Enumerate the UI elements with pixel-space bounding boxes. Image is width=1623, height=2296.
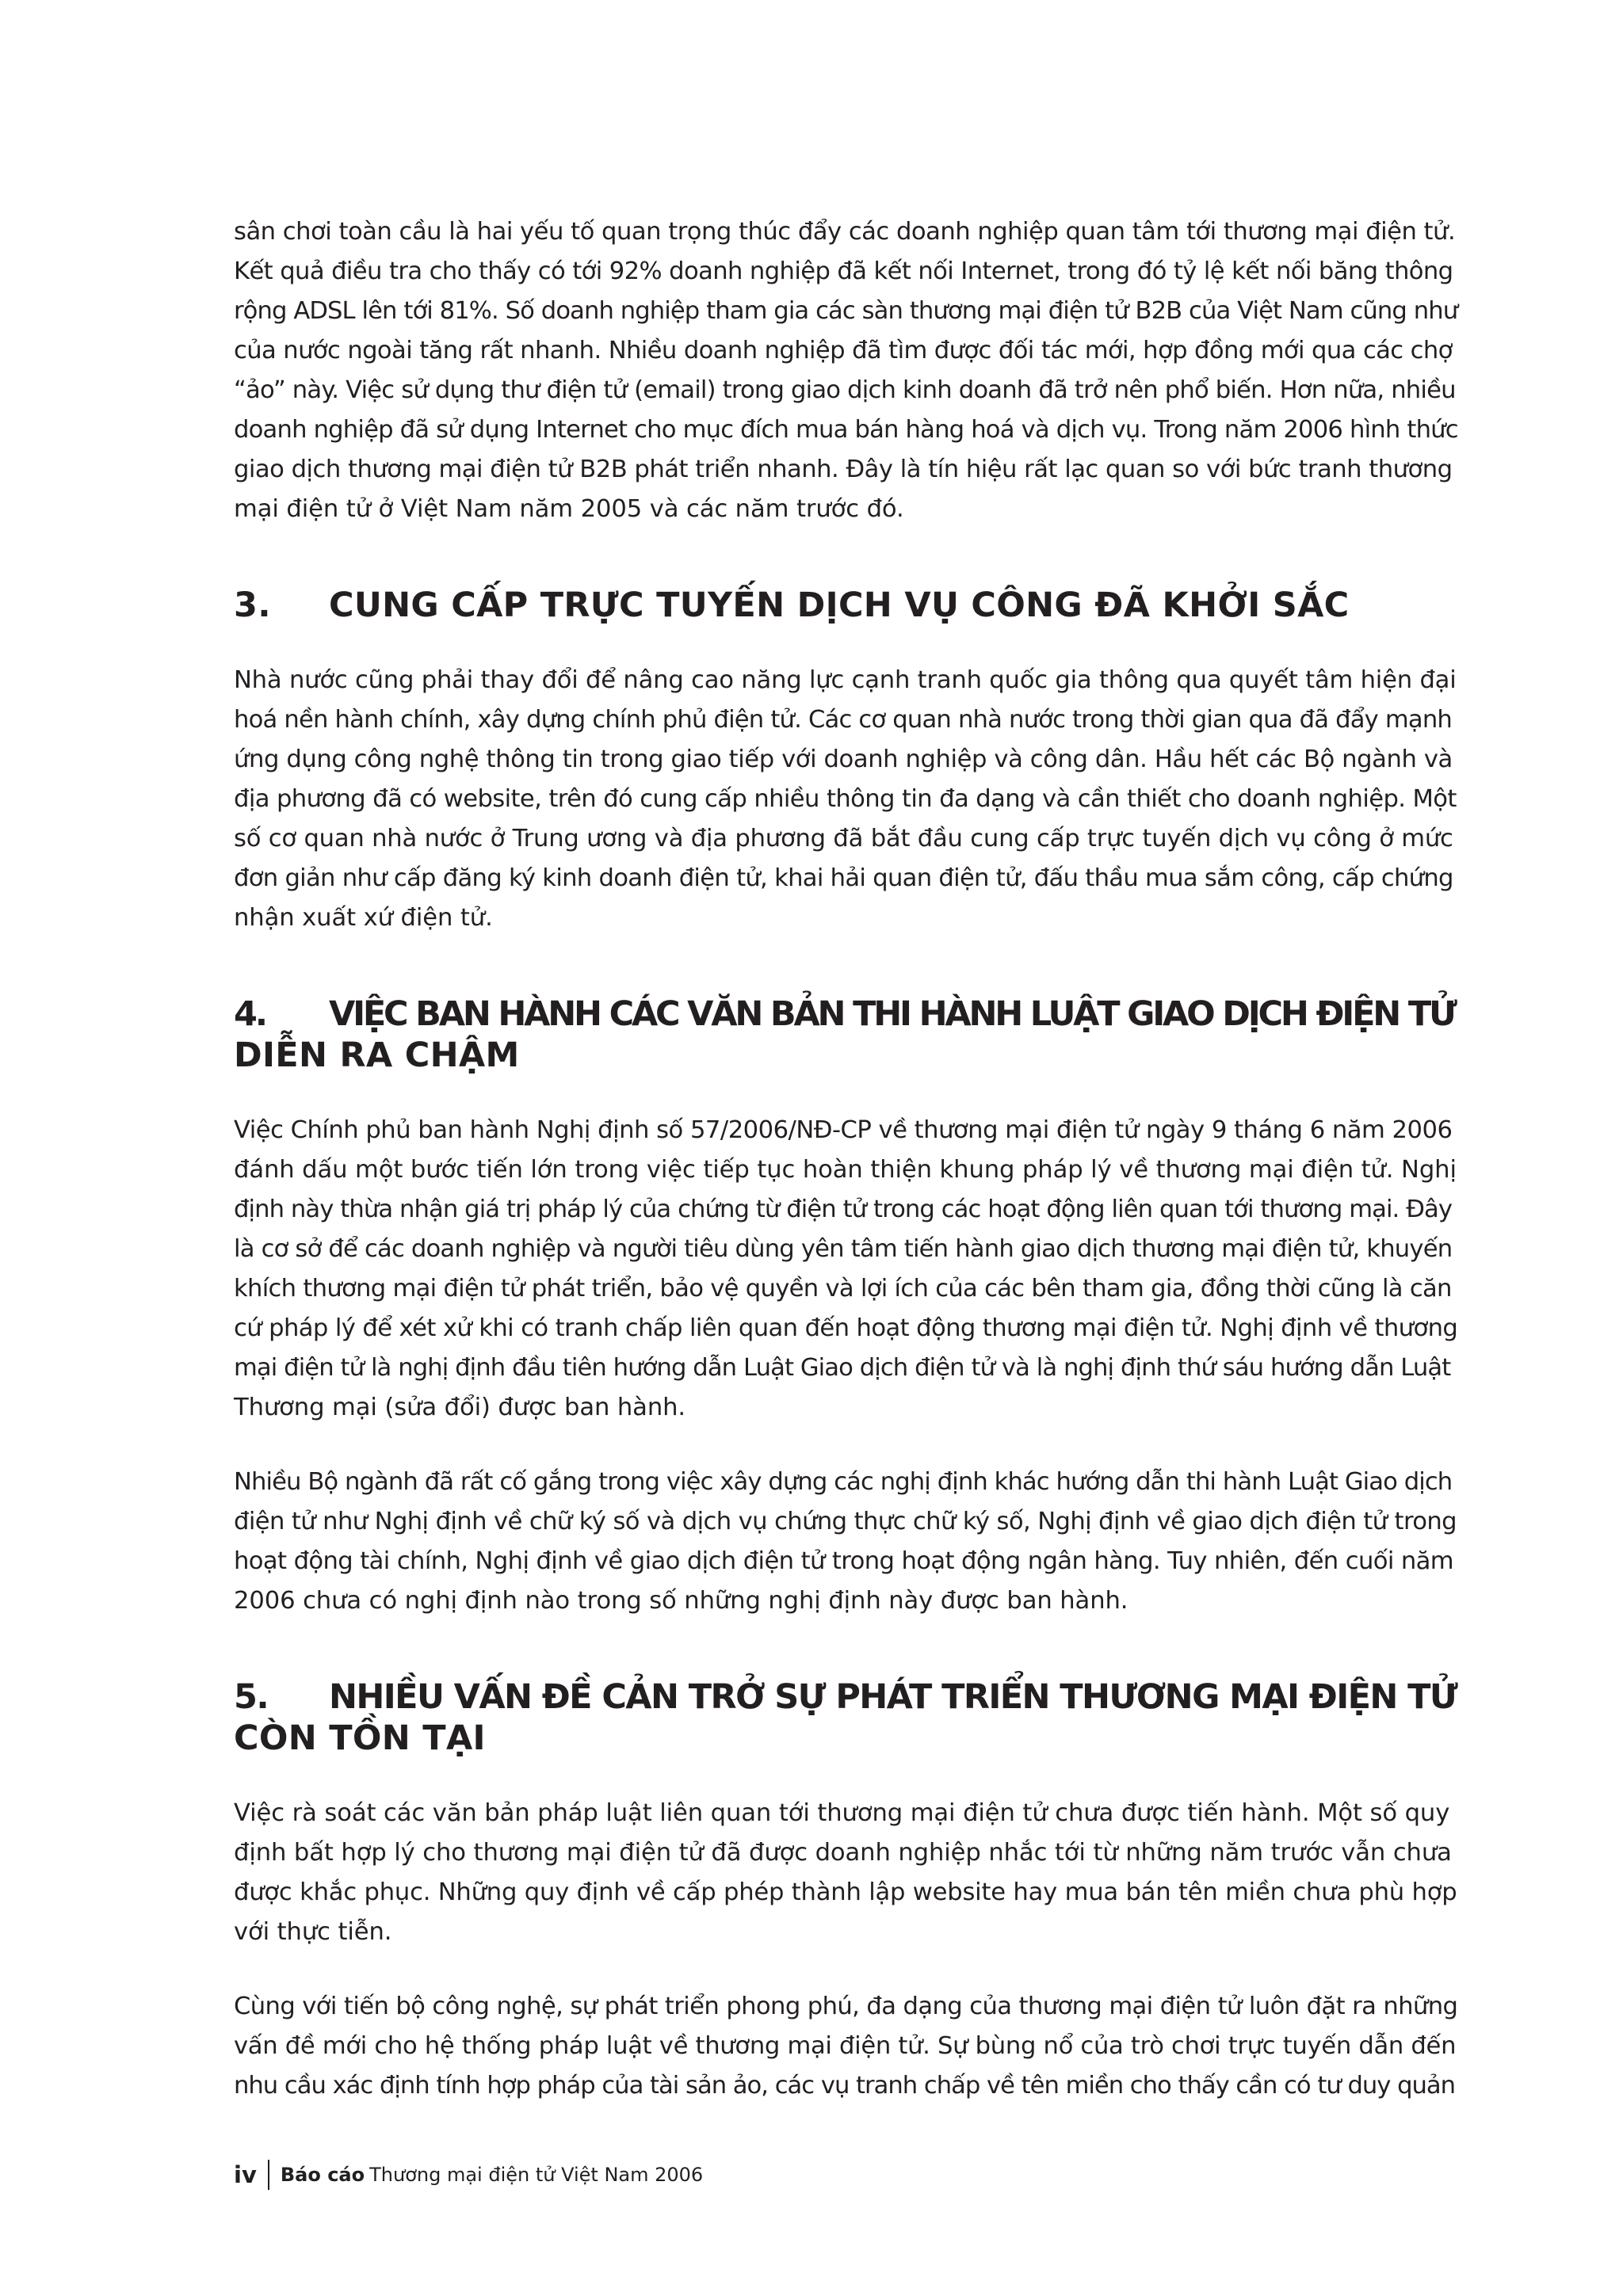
section-title-continued: DIỄN RA CHẬM xyxy=(234,1035,520,1075)
text-line: Việc Chính phủ ban hành Nghị định số 57/2006/NĐ-CP về thương mại điện tử ngày 9 tháng 6 năm 2006 xyxy=(234,1116,1453,1144)
text-line: mại điện tử là nghị định đầu tiên hướng dẫn Luật Giao dịch điện tử và là nghị định thứ sáu hướng dẫn Luật xyxy=(234,1354,1451,1382)
text-line: định này thừa nhận giá trị pháp lý của chứng từ điện tử trong các hoạt động liên quan tới thương mại. Đây xyxy=(234,1196,1453,1223)
text-line: định bất hợp lý cho thương mại điện tử đã được doanh nghiệp nhắc tới từ những năm trước vẫn chưa xyxy=(234,1839,1452,1867)
page-footer xyxy=(234,2159,703,2191)
text-line: của nước ngoài tăng rất nhanh. Nhiều doanh nghiệp đã tìm được đối tác mới, hợp đồng mới qua các chợ xyxy=(234,337,1453,364)
section-4-paragraph-2 xyxy=(234,1463,1458,1621)
section-5-paragraph-2 xyxy=(234,1987,1458,2106)
section-title: CUNG CẤP TRỰC TUYẾN DỊCH VỤ CÔNG ĐÃ KHỞI SẮC xyxy=(329,585,1350,625)
text-line: Việc rà soát các văn bản pháp luật liên quan tới thương mại điện tử chưa được tiến hành. Một số quy xyxy=(234,1799,1450,1827)
section-title: VIỆC BAN HÀNH CÁC VĂN BẢN THI HÀNH LUẬT GIAO DỊCH ĐIỆN TỬ xyxy=(329,994,1455,1034)
text-line: rộng ADSL lên tới 81%. Số doanh nghiệp tham gia các sàn thương mại điện tử B2B của Việt Nam cũng như xyxy=(234,297,1458,325)
footer-divider xyxy=(268,2160,269,2190)
section-5-paragraph-1 xyxy=(234,1794,1458,1952)
text-line: được khắc phục. Những quy định về cấp phép thành lập website hay mua bán tên miền chưa phù hợp xyxy=(234,1878,1457,1906)
section-number: 4. xyxy=(234,994,265,1034)
text-line: hoạt động tài chính, Nghị định về giao dịch điện tử trong hoạt động ngân hàng. Tuy nhiên, đến cuối năm xyxy=(234,1547,1454,1575)
text-line: khích thương mại điện tử phát triển, bảo vệ quyền và lợi ích của các bên tham gia, đồng thời cũng là căn xyxy=(234,1275,1452,1302)
text-line: sân chơi toàn cầu là hai yếu tố quan trọng thúc đẩy các doanh nghiệp quan tâm tới thương mại điện tử. xyxy=(234,218,1456,246)
text-line: nhận xuất xứ điện tử. xyxy=(234,904,493,932)
section-title: NHIỀU VẤN ĐỀ CẢN TRỞ SỰ PHÁT TRIỂN THƯƠNG MẠI ĐIỆN TỬ xyxy=(329,1677,1457,1717)
text-line: với thực tiễn. xyxy=(234,1918,392,1946)
text-line: Kết quả điều tra cho thấy có tới 92% doanh nghiệp đã kết nối Internet, trong đó tỷ lệ kết nối băng thông xyxy=(234,257,1453,285)
paragraph-intro xyxy=(234,212,1458,529)
text-line: giao dịch thương mại điện tử B2B phát triển nhanh. Đây là tín hiệu rất lạc quan so với bức tranh thương xyxy=(234,456,1453,483)
text-line: cứ pháp lý để xét xử khi có tranh chấp liên quan đến hoạt động thương mại điện tử. Nghị định về thương xyxy=(234,1314,1458,1342)
text-line: “ảo” này. Việc sử dụng thư điện tử (email) trong giao dịch kinh doanh đã trở nên phổ biến. Hơn nữa, nhiều xyxy=(234,376,1456,404)
section-4-paragraph-1 xyxy=(234,1111,1458,1428)
footer-report-title: Thương mại điện tử Việt Nam 2006 xyxy=(369,2164,704,2186)
text-line: Nhà nước cũng phải thay đổi để nâng cao năng lực cạnh tranh quốc gia thông qua quyết tâm hiện đại xyxy=(234,666,1457,694)
document-body xyxy=(234,212,1458,2106)
text-line: nhu cầu xác định tính hợp pháp của tài sản ảo, các vụ tranh chấp về tên miền cho thấy cần có tư duy quản xyxy=(234,2072,1456,2100)
text-line: vấn đề mới cho hệ thống pháp luật về thương mại điện tử. Sự bùng nổ của trò chơi trực tuyến dẫn đến xyxy=(234,2032,1457,2060)
text-line: là cơ sở để các doanh nghiệp và người tiêu dùng yên tâm tiến hành giao dịch thương mại điện tử, khuyến xyxy=(234,1235,1453,1263)
section-3-paragraph-1 xyxy=(234,661,1458,938)
section-number: 3. xyxy=(234,585,271,625)
text-line: 2006 chưa có nghị định nào trong số những nghị định này được ban hành. xyxy=(234,1587,1128,1615)
section-number: 5. xyxy=(234,1677,269,1717)
text-line: mại điện tử ở Việt Nam năm 2005 và các năm trước đó. xyxy=(234,495,904,523)
page-number: iv xyxy=(234,2161,257,2188)
section-3-heading xyxy=(234,585,1458,626)
text-line: Cùng với tiến bộ công nghệ, sự phát triển phong phú, đa dạng của thương mại điện tử luôn đặt ra những xyxy=(234,1993,1458,2020)
text-line: đánh dấu một bước tiến lớn trong việc tiếp tục hoàn thiện khung pháp lý về thương mại điện tử. Nghị xyxy=(234,1156,1457,1184)
text-line: Thương mại (sửa đổi) được ban hành. xyxy=(234,1394,686,1421)
footer-brand: Báo cáo xyxy=(280,2164,365,2186)
text-line: điện tử như Nghị định về chữ ký số và dịch vụ chứng thực chữ ký số, Nghị định về giao dịch điện tử trong xyxy=(234,1508,1457,1535)
text-line: Nhiều Bộ ngành đã rất cố gắng trong việc xây dựng các nghị định khác hướng dẫn thi hành Luật Giao dịch xyxy=(234,1468,1453,1496)
section-4-heading xyxy=(234,994,1458,1076)
text-line: đơn giản như cấp đăng ký kinh doanh điện tử, khai hải quan điện tử, đấu thầu mua sắm công, cấp chứng xyxy=(234,864,1453,892)
section-title-continued: CÒN TỒN TẠI xyxy=(234,1718,486,1758)
text-line: ứng dụng công nghệ thông tin trong giao tiếp với doanh nghiệp và công dân. Hầu hết các Bộ ngành và xyxy=(234,746,1453,773)
text-line: doanh nghiệp đã sử dụng Internet cho mục đích mua bán hàng hoá và dịch vụ. Trong năm 2006 hình thức xyxy=(234,416,1458,444)
section-5-heading xyxy=(234,1676,1458,1759)
text-line: hoá nền hành chính, xây dựng chính phủ điện tử. Các cơ quan nhà nước trong thời gian qua đã đẩy mạnh xyxy=(234,706,1453,734)
text-line: số cơ quan nhà nước ở Trung ương và địa phương đã bắt đầu cung cấp trực tuyến dịch vụ công ở mức xyxy=(234,825,1453,852)
text-line: địa phương đã có website, trên đó cung cấp nhiều thông tin đa dạng và cần thiết cho doanh nghiệp. Một xyxy=(234,785,1457,813)
